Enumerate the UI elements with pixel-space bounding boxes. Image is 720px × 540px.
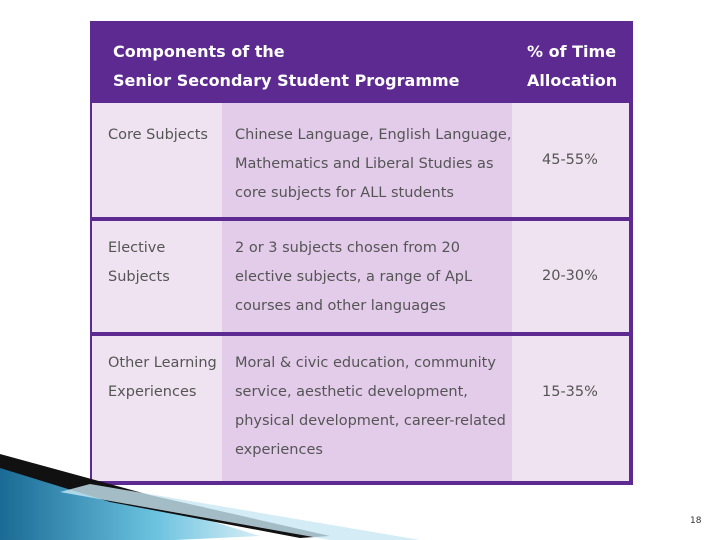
component-label: Experiences bbox=[108, 384, 197, 400]
table-header bbox=[90, 21, 633, 101]
description-line: 2 or 3 subjects chosen from 20 bbox=[235, 240, 460, 256]
description-line: Moral & civic education, community bbox=[235, 355, 496, 371]
allocation-header-line2: Allocation bbox=[527, 71, 618, 90]
component-cell bbox=[92, 221, 222, 332]
allocation-value: 45-55% bbox=[542, 151, 598, 168]
components-header bbox=[113, 37, 460, 95]
slide-number: 18 bbox=[690, 516, 702, 526]
decorative-swoosh bbox=[0, 440, 720, 540]
allocation-header-line1: % of Time bbox=[527, 42, 617, 61]
component-cell bbox=[92, 103, 222, 217]
description-line: Mathematics and Liberal Studies as bbox=[235, 156, 494, 172]
allocation-cell bbox=[512, 103, 629, 217]
components-header-line2: Senior Secondary Student Programme bbox=[113, 71, 460, 90]
allocation-value: 15-35% bbox=[542, 384, 598, 400]
programme-table bbox=[90, 21, 633, 485]
description-cell bbox=[222, 103, 512, 217]
description-cell bbox=[222, 221, 512, 332]
description-line: elective subjects, a range of ApL bbox=[235, 269, 473, 285]
allocation-cell bbox=[512, 221, 629, 332]
allocation-header bbox=[527, 37, 617, 95]
component-label: Core Subjects bbox=[108, 127, 208, 143]
components-header-line1: Components of the bbox=[113, 42, 285, 61]
component-label: Elective bbox=[108, 240, 166, 256]
component-label: Subjects bbox=[108, 269, 170, 285]
description-line: courses and other languages bbox=[235, 298, 446, 314]
table-row bbox=[92, 221, 629, 332]
description-line: service, aesthetic development, bbox=[235, 384, 468, 400]
description-line: physical development, career-related bbox=[235, 413, 506, 429]
description-line: experiences bbox=[235, 442, 323, 458]
description-line: Chinese Language, English Language, bbox=[235, 127, 512, 143]
component-label: Other Learning bbox=[108, 355, 217, 371]
allocation-value: 20-30% bbox=[542, 268, 598, 284]
table-row bbox=[92, 103, 629, 217]
description-line: core subjects for ALL students bbox=[235, 185, 454, 201]
